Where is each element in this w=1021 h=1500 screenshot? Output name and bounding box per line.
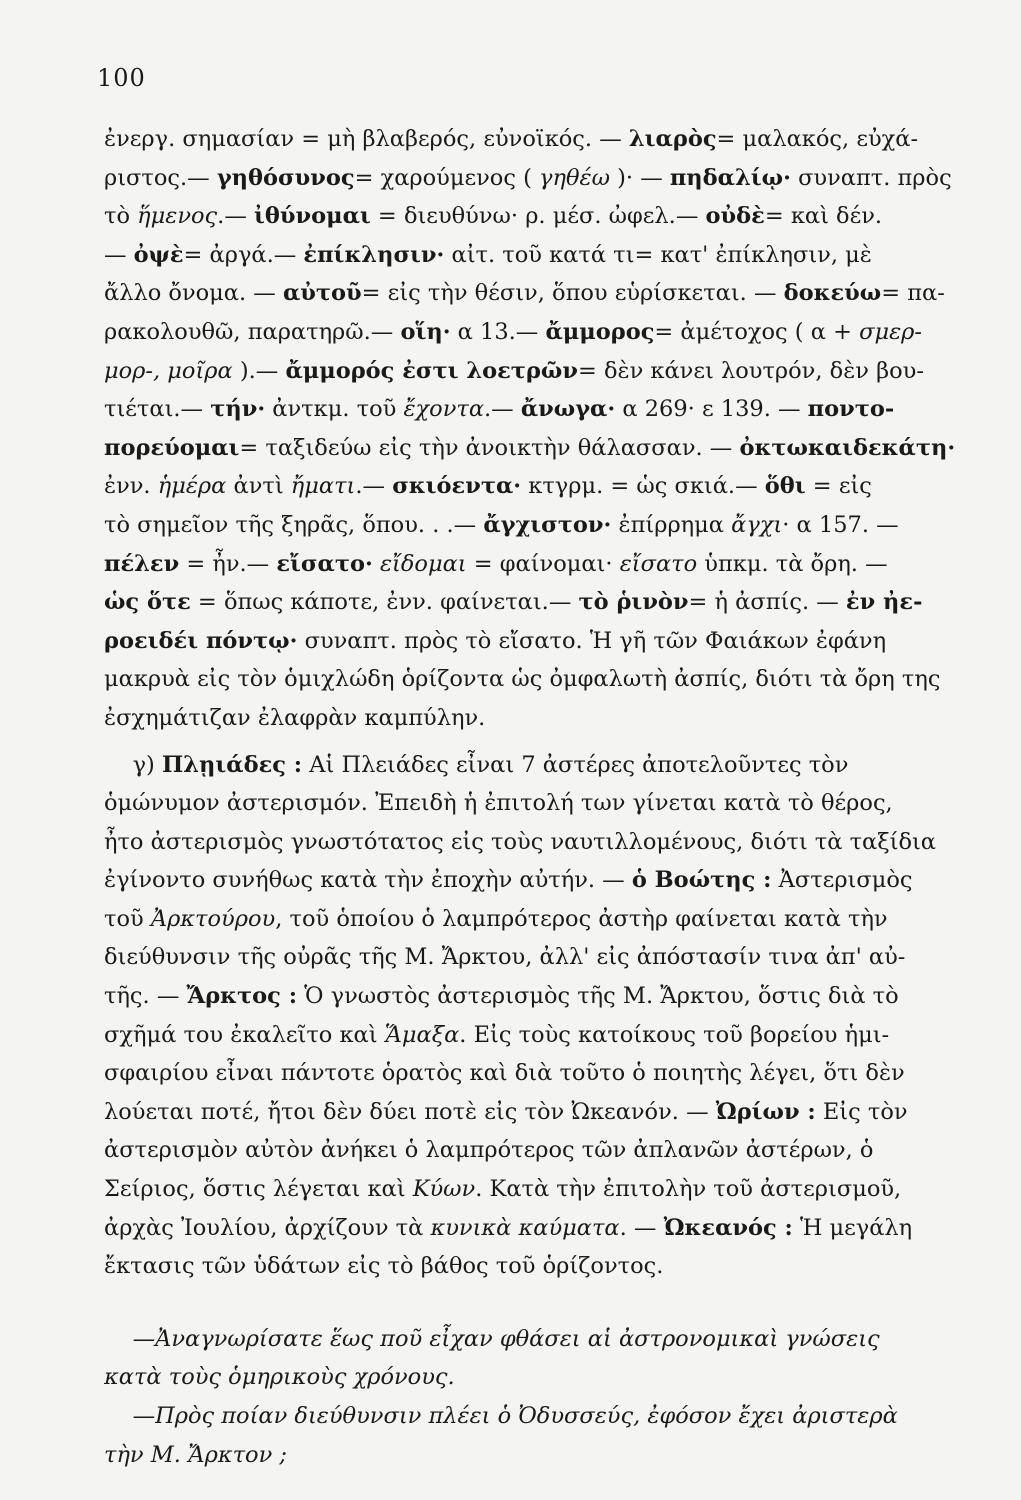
text-run: μορ-, μοῖρα <box>104 357 233 384</box>
text-run: ἡμέρα <box>157 473 227 500</box>
text-run: = εἰς τὴν θέσιν, ὅπου εὑρίσκεται. — <box>361 280 784 307</box>
lemma-term: πέλεν <box>104 550 180 577</box>
text-run: ὁμώνυμον ἀστερισμόν. Ἐπειδὴ ἡ ἐπιτολή των γίνεται κατὰ τὸ θέρος, <box>104 790 893 817</box>
text-run: . — <box>619 1214 664 1241</box>
text-run: μακρυὰ εἰς τὸν ὁμιχλώδη ὁρίζοντα ὡς ὀμφαλωτὴ ἀσπίς, διότι τὰ ὄρη της <box>104 666 941 693</box>
text-run: = πα- <box>881 280 945 307</box>
lemma-term: αὐτοῦ <box>282 280 362 307</box>
text-run: —Ἀναγνωρίσατε ἕως ποῦ εἶχαν φθάσει αἱ ἀστρονομικαὶ γνώσεις <box>104 1325 880 1352</box>
text-run: σμερ- <box>859 318 922 345</box>
text-run: κυνικὰ καύματα <box>430 1214 620 1241</box>
text-run: = χαρούμενος ( <box>354 164 540 191</box>
text-run: Ἀστερισμὸς <box>771 867 913 894</box>
text-run: συναπτ. πρὸς τὸ εἴσατο. Ἡ γῆ τῶν Φαιάκων ἐφάνη <box>297 627 887 654</box>
text-run: = διευθύνω· ρ. μέσ. ὠφελ.— <box>370 203 706 230</box>
text-run: α 13.— <box>450 318 546 345</box>
text-line <box>104 977 994 1016</box>
text-line <box>104 1397 994 1436</box>
text-run: Ἅμαξα <box>384 1021 460 1048</box>
text-run: ἀντὶ <box>226 473 291 500</box>
text-run: .— <box>355 473 393 500</box>
text-run: ἔχοντα <box>403 396 485 423</box>
text-line <box>104 1054 994 1093</box>
lemma-term: οἵη· <box>400 318 451 345</box>
text-run: . Κατὰ τὴν ἐπιτολὴν τοῦ ἀστερισμοῦ, <box>475 1176 902 1203</box>
lemma-term: οὐδὲ <box>705 203 765 230</box>
text-run: Ὁ γνωστὸς ἀστερισμὸς τῆς Μ. Ἄρκτου, ὅστις διὰ τὸ <box>297 983 899 1010</box>
text-line <box>104 159 994 198</box>
lemma-term: Ἄρκτος : <box>186 983 298 1010</box>
text-run: ἔκτασις τῶν ὑδάτων εἰς τὸ βάθος τοῦ ὁρίζοντος. <box>104 1253 664 1280</box>
text-run: ).— <box>232 357 286 384</box>
lemma-term: ἄγχιστον· <box>483 511 612 538</box>
text-run: αἰτ. τοῦ κατά τι= κατ' ἐπίκλησιν, μὲ <box>444 241 872 268</box>
text-line <box>104 506 994 545</box>
text-run: διεύθυνσιν τῆς οὐρᾶς τῆς Μ. Ἄρκτου, ἀλλ' εἰς ἀπόστασίν τινα ἀπ' αὐ- <box>104 944 906 971</box>
text-run: —Πρὸς ποίαν διεύθυνσιν πλέει ὁ Ὀδυσσεύς, ἐφόσον ἔχει ἀριστερὰ <box>104 1403 898 1429</box>
lemma-term: ἐν ἠε- <box>845 589 923 616</box>
text-run: γ) <box>104 751 162 778</box>
text-run: — <box>104 241 134 268</box>
text-run: ἄλλο ὄνομα. — <box>104 280 283 307</box>
text-line <box>104 823 994 862</box>
text-run: ὑπκμ. τὰ ὄρη. — <box>697 550 888 577</box>
text-run: = δὲν κάνει λουτρόν, δὲν βου- <box>577 357 924 384</box>
text-run: τιέται.— <box>104 396 211 423</box>
text-line <box>104 1093 994 1132</box>
text-line <box>104 313 994 352</box>
text-run: α 269· ε 139. — <box>615 396 808 423</box>
text-run: εἴδομαι <box>379 550 467 577</box>
text-run: = εἰς <box>805 473 872 500</box>
lemma-term: Ὠκεανός : <box>663 1214 793 1241</box>
text-line <box>104 583 994 622</box>
text-run: σφαιρίου εἶναι πάντοτε ὁρατὸς καὶ διὰ τοῦτο ὁ ποιητὴς λέγει, ὅτι δὲν <box>104 1060 905 1087</box>
text-run: σχῆμά του ἐκαλεῖτο καὶ <box>104 1021 385 1048</box>
lemma-term: ἄμμορος <box>545 318 655 345</box>
text-line <box>104 545 994 584</box>
lemma-term: ὁ Βοώτης : <box>631 867 772 894</box>
text-run: Κύων <box>412 1176 476 1203</box>
text-run: τὸ σημεῖον τῆς ξηρᾶς, ὅπου. . .— <box>104 511 484 538</box>
text-line <box>104 1436 994 1475</box>
text-run: Αἱ Πλειάδες εἶναι 7 ἀστέρες ἀποτελοῦντες τὸν <box>302 751 849 778</box>
text-run: συναπτ. πρὸς <box>790 164 952 191</box>
text-line <box>104 1016 994 1055</box>
text-line <box>104 1247 994 1286</box>
text-line <box>104 1209 994 1248</box>
text-run: . Εἰς τοὺς κατοίκους τοῦ βορείου ἡμι- <box>459 1021 890 1048</box>
glossary-paragraph <box>104 120 994 738</box>
lemma-term: δοκεύω <box>783 280 882 307</box>
text-line <box>104 390 994 429</box>
text-line <box>104 746 994 785</box>
text-run: = μαλακός, εὐχά- <box>716 126 919 152</box>
lemma-term: τήν· <box>210 396 266 423</box>
text-line <box>104 938 994 977</box>
text-line <box>104 699 994 738</box>
text-run: τοῦ <box>104 905 151 932</box>
study-questions <box>104 1320 994 1474</box>
text-line <box>104 1170 994 1209</box>
text-run: ἄγχι <box>731 511 783 538</box>
text-line <box>104 274 994 313</box>
lemma-term: Ὠρίων : <box>715 1098 816 1125</box>
text-run: ἥμενος <box>137 203 218 230</box>
text-line <box>104 1131 994 1170</box>
text-run: εἴσατο <box>619 550 698 577</box>
lemma-term: ὀψὲ <box>133 241 184 268</box>
text-run: ἐνν. <box>104 473 158 500</box>
text-line <box>104 236 994 275</box>
text-run: = ἡ ἀσπίς. — <box>688 589 846 616</box>
lemma-term: πορεύομαι <box>104 434 240 461</box>
text-run: τὸ <box>104 203 138 230</box>
text-line <box>104 197 994 236</box>
text-run: = ἀργά.— <box>183 241 304 268</box>
text-line <box>104 784 994 823</box>
text-run: ἦτο ἀστερισμὸς γνωστότατος εἰς τοὺς ναυτιλλομένους, διότι τὰ ταξίδια <box>104 828 937 855</box>
text-run: κατὰ τοὺς ὁμηρικοὺς χρόνους. <box>104 1364 455 1391</box>
lemma-term: ἄνωγα· <box>520 396 616 423</box>
text-run: τὴν Μ. Ἄρκτον ; <box>104 1441 287 1468</box>
text-run: .— <box>217 203 254 230</box>
text-run: = ὅπως κάποτε, ἐνν. φαίνεται.— <box>190 589 579 616</box>
lemma-term: λιαρὸς <box>628 126 717 152</box>
text-run: ἐσχημάτιζαν ἐλαφρὰν καμπύλην. <box>104 704 486 731</box>
lemma-term: εἴσατο· <box>276 550 373 577</box>
lemma-term: ὡς ὅτε <box>104 589 191 616</box>
text-run: ἀστερισμὸν αὐτὸν ἀνήκει ὁ λαμπρότερος τῶν ἀπλανῶν ἀστέρων, ὁ <box>104 1137 874 1164</box>
text-run: κτγρμ. = ὡς σκιά.— <box>521 473 765 500</box>
lemma-term: πηδαλίῳ· <box>669 164 791 191</box>
lemma-term: ποντο- <box>807 396 895 423</box>
text-line <box>104 900 994 939</box>
text-line <box>104 467 994 506</box>
lemma-term: γηθόσυνος <box>216 164 355 191</box>
text-line <box>104 1320 994 1359</box>
text-run: · α 157. — <box>782 511 899 538</box>
text-line <box>104 1358 994 1397</box>
text-run: Ἡ μεγάλη <box>792 1214 913 1241</box>
text-run: )· — <box>609 164 670 191</box>
text-run: Ἀρκτούρου <box>150 905 276 932</box>
commentary-paragraph <box>104 746 994 1286</box>
lemma-term: ἰθύνομαι <box>253 203 371 230</box>
text-line <box>104 352 994 391</box>
text-line <box>104 429 994 468</box>
text-run: γηθέω <box>539 164 610 191</box>
text-run: = ταξιδεύω εἰς τὴν ἀνοικτὴν θάλασσαν. — <box>239 434 740 461</box>
text-run: ἀρχὰς Ἰουλίου, ἀρχίζουν τὰ <box>104 1214 431 1241</box>
text-run: ἀντκμ. τοῦ <box>265 396 404 423</box>
body-text <box>104 120 994 1474</box>
text-run: ρακολουθῶ, παρατηρῶ.— <box>104 318 401 345</box>
text-line <box>104 660 994 699</box>
text-run: = καὶ δέν. <box>764 203 883 230</box>
text-run: Εἰς τὸν <box>815 1098 908 1125</box>
text-line <box>104 622 994 661</box>
lemma-term: ροειδέι πόντῳ· <box>104 627 298 654</box>
text-run: ἤματι <box>290 473 356 500</box>
text-line <box>104 861 994 900</box>
text-run: .— <box>484 396 521 423</box>
text-run: λούεται ποτέ, ἤτοι δὲν δύει ποτὲ εἰς τὸν Ὠκεανόν. — <box>104 1098 716 1125</box>
text-run: = ἦν.— <box>179 550 277 577</box>
text-run: ριστος.— <box>104 164 217 191</box>
lemma-term: ὅθι <box>764 473 806 500</box>
lemma-term: Πλῃιάδες : <box>162 751 303 778</box>
lemma-term: ἄμμορός ἐστι λοετρῶν <box>285 357 578 384</box>
lemma-term: ὀκτωκαιδεκάτη· <box>739 434 956 461</box>
text-run: , τοῦ ὁποίου ὁ λαμπρότερος ἀστὴρ φαίνεται κατὰ τὴν <box>275 905 888 932</box>
text-line <box>104 120 994 159</box>
text-run: ἐνεργ. σημασίαν = μὴ βλαβερός, εὐνοϊκός. — <box>104 126 629 152</box>
text-run: Σείριος, ὅστις λέγεται καὶ <box>104 1176 413 1203</box>
text-run: = φαίνομαι· <box>466 550 620 577</box>
text-run: = ἀμέτοχος ( α + <box>654 318 860 345</box>
lemma-term: ἐπίκλησιν· <box>303 241 445 268</box>
text-run: ἐγίνοντο συνήθως κατὰ τὴν ἐποχὴν αὐτήν. — <box>104 867 632 894</box>
text-run: ἐπίρρημα <box>611 511 732 538</box>
text-run: τῆς. — <box>104 983 187 1010</box>
lemma-term: τὸ ῥινὸν <box>578 589 689 616</box>
text-run <box>373 551 380 577</box>
page-number: 100 <box>97 64 146 92</box>
lemma-term: σκιόεντα· <box>392 473 522 500</box>
